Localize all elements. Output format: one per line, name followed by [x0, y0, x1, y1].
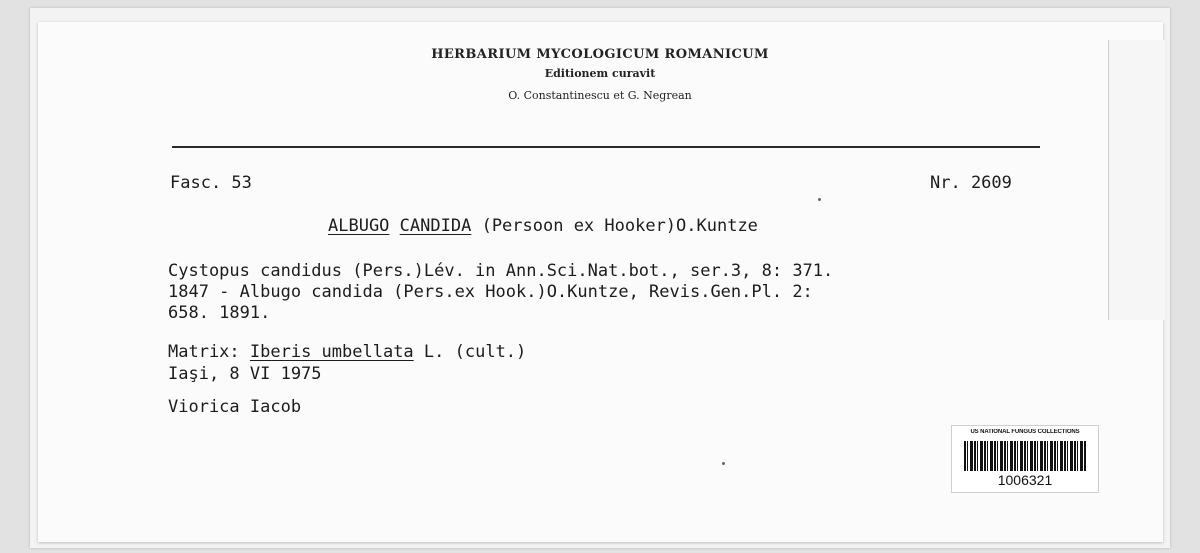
collector-name: Viorica Iacob	[168, 397, 302, 417]
synonymy-line-3: 658. 1891.	[168, 303, 271, 323]
herbarium-editors: O. Constantinescu et G. Negrean	[508, 89, 692, 102]
matrix-label: Matrix:	[168, 342, 240, 362]
header-divider	[172, 146, 1040, 148]
synonymy-line-1: Cystopus candidus (Pers.)Lév. in Ann.Sci.Nat.bot., ser.3, 8: 371.	[168, 261, 834, 281]
barcode-institution: US NATIONAL FUNGUS COLLECTIONS	[970, 429, 1080, 435]
host-name: Iberis umbellata	[249, 342, 414, 362]
barcode-label	[951, 425, 1099, 493]
matrix-line	[168, 342, 526, 363]
synonymy-line-2: 1847 - Albugo candida (Pers.ex Hook.)O.Kuntze, Revis.Gen.Pl. 2:	[168, 282, 813, 302]
herbarium-subtitle: Editionem curavit	[544, 67, 656, 80]
species-authority: (Persoon ex Hooker)O.Kuntze	[481, 216, 758, 236]
exsiccata-number: Nr. 2609	[930, 173, 1012, 193]
locality-date: Iaşi, 8 VI 1975	[168, 364, 322, 384]
herbarium-title: HERBARIUM MYCOLOGICUM ROMANICUM	[431, 47, 769, 62]
label-fold-flap	[1108, 40, 1165, 320]
synonymy-block	[168, 261, 833, 324]
label-header	[300, 46, 900, 107]
species-name	[328, 216, 758, 237]
species-genus: ALBUGO	[328, 216, 390, 236]
paper-speck	[722, 462, 725, 465]
barcode-number: 1006321	[997, 472, 1053, 488]
barcode-bars	[964, 441, 1086, 471]
fascicle-number: Fasc. 53	[170, 173, 252, 193]
host-details: L. (cult.)	[423, 342, 527, 362]
species-epithet: CANDIDA	[399, 216, 472, 236]
paper-speck	[818, 198, 821, 201]
